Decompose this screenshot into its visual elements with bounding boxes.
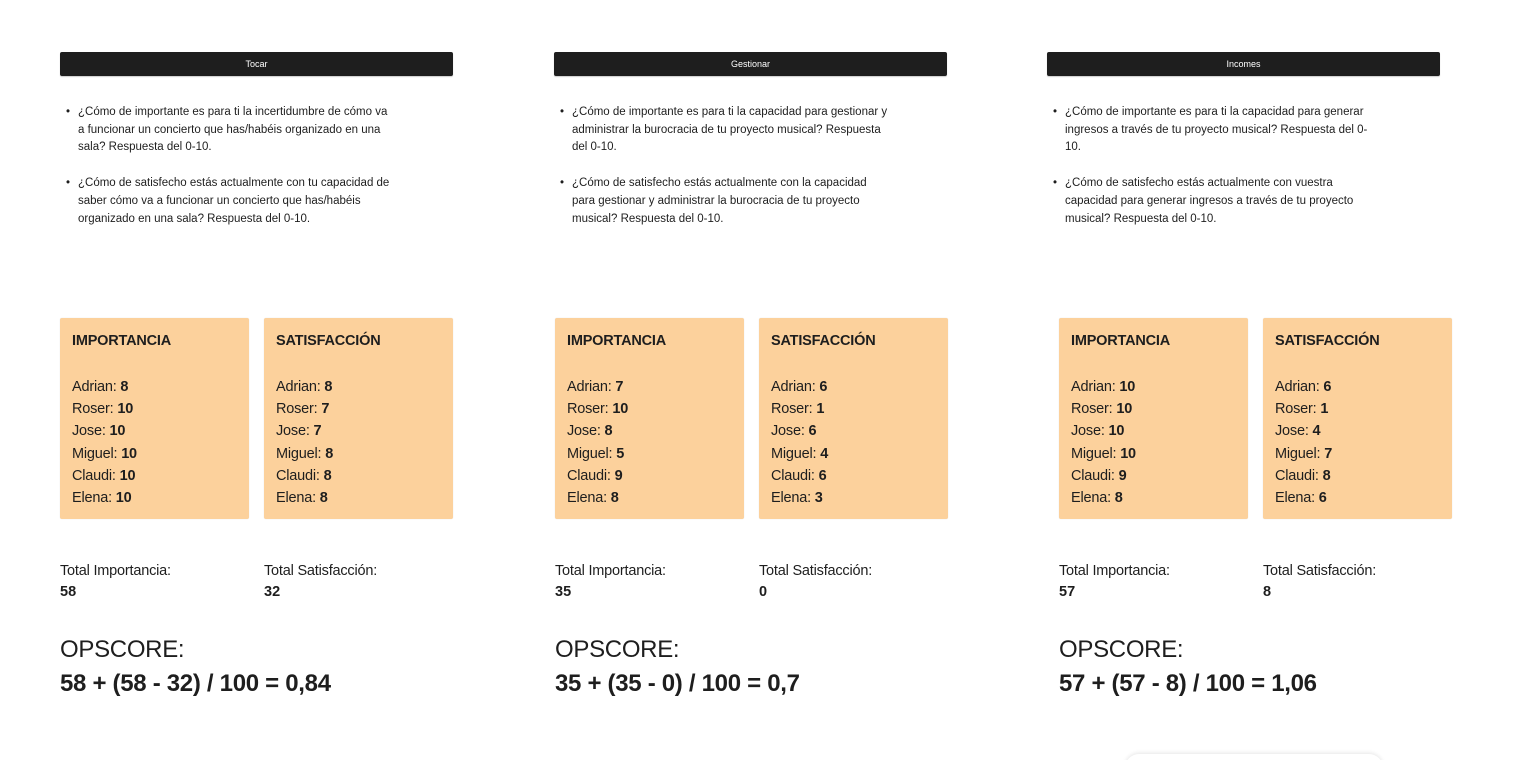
section-incomes [1047, 0, 1447, 760]
score-row: Roser: 10 [72, 401, 134, 418]
score-row: Adrian: 7 [567, 379, 624, 395]
score-row: Adrian: 6 [1275, 379, 1332, 395]
score-row: Claudi: 8 [276, 467, 332, 484]
opscore [60, 634, 480, 702]
opscore-formula: 58 + (58 - 32) / 100 = 0,84 [60, 670, 331, 697]
satisfaccion-sticky-note[interactable] [264, 318, 453, 519]
total-importancia: Total Importancia: 35 [555, 563, 666, 600]
bullet-icon: • [560, 177, 565, 190]
question-text: ¿Cómo de satisfecho estás actualmente con vuestra capacidad para generar ingresos a través de tu proyecto musical? Respuesta del 0-10. [1065, 177, 1354, 225]
opscore [555, 634, 975, 702]
totals [60, 561, 460, 605]
score-row: Jose: 10 [72, 423, 126, 440]
score-row: Miguel: 4 [771, 445, 829, 462]
score-row: Claudi: 10 [72, 467, 136, 484]
score-row: Elena: 10 [72, 490, 132, 507]
question-text: ¿Cómo de importante es para ti la incertidumbre de cómo va a funcionar un concierto que has/habéis organizado en una sala? Respuesta del 0-10. [78, 106, 388, 154]
importancia-sticky-note[interactable] [60, 318, 249, 519]
bullet-icon: • [560, 106, 565, 118]
question-satisfaction [560, 175, 890, 228]
question-importance [1053, 104, 1383, 157]
satisfaccion-sticky-note[interactable] [759, 318, 948, 519]
score-row: Elena: 8 [276, 490, 328, 507]
score-row: Roser: 7 [276, 401, 330, 418]
question-list [66, 104, 396, 246]
score-row: Miguel: 5 [567, 445, 625, 462]
card-title: IMPORTANCIA [72, 333, 172, 349]
score-row: Jose: 7 [276, 423, 322, 440]
score-row: Jose: 8 [567, 423, 613, 440]
score-row: Claudi: 8 [1275, 467, 1331, 484]
score-row: Claudi: 9 [1071, 467, 1127, 484]
bullet-icon: • [1053, 106, 1058, 118]
question-text: ¿Cómo de importante es para ti la capacidad para gestionar y administrar la burocracia de tu proyecto musical? Respuesta del 0-10. [572, 106, 888, 154]
satisfaccion-sticky-note[interactable] [1263, 318, 1452, 519]
score-row: Roser: 1 [771, 401, 825, 418]
score-row: Miguel: 8 [276, 445, 334, 462]
opscore-formula: 57 + (57 - 8) / 100 = 1,06 [1059, 670, 1317, 697]
score-row: Roser: 10 [1071, 401, 1133, 418]
bullet-icon: • [66, 177, 71, 190]
question-list [560, 104, 890, 246]
score-row: Roser: 10 [567, 401, 629, 418]
opscore-label: OPSCORE: [555, 636, 680, 663]
section-header-bar[interactable] [554, 52, 947, 76]
question-text: ¿Cómo de satisfecho estás actualmente con la capacidad para gestionar y administrar la burocracia de tu proyecto musical? Respuesta del 0-10. [572, 177, 867, 225]
score-row: Claudi: 9 [567, 467, 623, 484]
opscore-formula: 35 + (35 - 0) / 100 = 0,7 [555, 670, 800, 697]
score-row: Elena: 8 [1071, 490, 1123, 507]
score-cards [555, 318, 955, 519]
score-row: Jose: 6 [771, 423, 817, 440]
score-cards [1059, 318, 1459, 519]
card-title: SATISFACCIÓN [1275, 333, 1380, 349]
total-satisfaccion: Total Satisfacción: 0 [759, 563, 873, 600]
section-header-label: Incomes [1226, 59, 1261, 69]
section-header-bar[interactable] [60, 52, 453, 76]
score-row: Adrian: 8 [72, 379, 129, 395]
question-importance [560, 104, 890, 157]
score-row: Elena: 8 [567, 490, 619, 507]
score-row: Roser: 1 [1275, 401, 1329, 418]
section-gestionar [554, 0, 954, 760]
bullet-icon: • [1053, 177, 1058, 190]
total-importancia: Total Importancia: 57 [1059, 563, 1170, 600]
opscore [1059, 634, 1479, 702]
score-row: Elena: 6 [1275, 490, 1327, 507]
question-list [1053, 104, 1383, 246]
card-title: SATISFACCIÓN [771, 333, 876, 349]
total-importancia: Total Importancia: 58 [60, 563, 171, 600]
score-row: Elena: 3 [771, 490, 823, 507]
importancia-sticky-note[interactable] [555, 318, 744, 519]
score-row: Jose: 4 [1275, 423, 1321, 440]
score-row: Miguel: 7 [1275, 445, 1333, 462]
score-row: Adrian: 10 [1071, 379, 1136, 395]
score-row: Adrian: 8 [276, 379, 333, 395]
section-tocar [60, 0, 460, 760]
bullet-icon: • [66, 106, 71, 118]
total-satisfaccion: Total Satisfacción: 8 [1263, 563, 1377, 600]
question-importance [66, 104, 396, 157]
question-satisfaction [66, 175, 396, 228]
question-text: ¿Cómo de importante es para ti la capacidad para generar ingresos a través de tu proyecto musical? Respuesta del 0-10. [1065, 106, 1368, 154]
question-satisfaction [1053, 175, 1383, 228]
opscore-label: OPSCORE: [60, 636, 185, 663]
importancia-sticky-note[interactable] [1059, 318, 1248, 519]
opscore-label: OPSCORE: [1059, 636, 1184, 663]
card-title: SATISFACCIÓN [276, 333, 381, 349]
card-title: IMPORTANCIA [567, 333, 667, 349]
totals [555, 561, 955, 605]
floating-toolbar-card[interactable] [1125, 754, 1383, 760]
score-row: Adrian: 6 [771, 379, 828, 395]
card-title: IMPORTANCIA [1071, 333, 1171, 349]
section-header-bar[interactable] [1047, 52, 1440, 76]
score-row: Miguel: 10 [72, 445, 137, 462]
score-row: Jose: 10 [1071, 423, 1125, 440]
question-text: ¿Cómo de satisfecho estás actualmente con tu capacidad de saber cómo va a funcionar un concierto que has/habéis organizado en una sala? Respuesta del 0-10. [78, 177, 390, 225]
section-header-label: Tocar [245, 59, 268, 69]
score-row: Claudi: 6 [771, 467, 827, 484]
totals [1059, 561, 1459, 605]
score-cards [60, 318, 460, 519]
total-satisfaccion: Total Satisfacción: 32 [264, 563, 378, 600]
section-header-label: Gestionar [730, 59, 771, 69]
score-row: Miguel: 10 [1071, 445, 1136, 462]
